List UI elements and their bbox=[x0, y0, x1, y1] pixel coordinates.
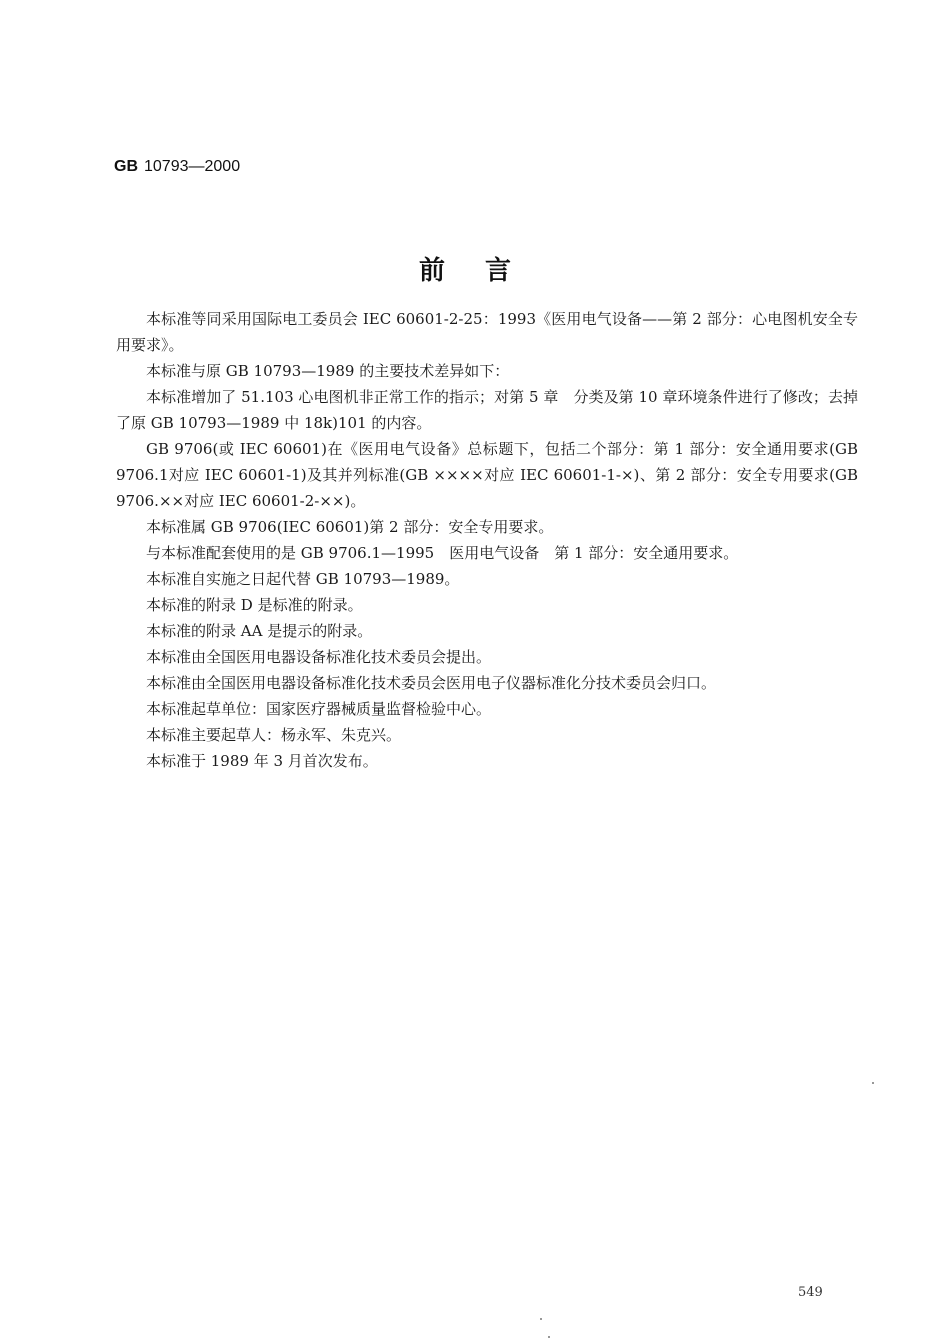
foreword-body bbox=[116, 306, 858, 774]
paragraph: 与本标准配套使用的是 GB 9706.1—1995 医用电气设备 第 1 部分：安全通用要求。 bbox=[146, 544, 739, 562]
paragraph: 本标准由全国医用电器设备标准化技术委员会医用电子仪器标准化分技术委员会归口。 bbox=[146, 674, 717, 692]
paragraph: 本标准主要起草人：杨永军、朱克兴。 bbox=[146, 726, 402, 744]
standard-prefix: GB bbox=[114, 158, 138, 175]
paragraph: 本标准属 GB 9706(IEC 60601)第 2 部分：安全专用要求。 bbox=[146, 518, 554, 536]
paragraph: 本标准增加了 51.103 心电图机非正常工作的指示；对第 5 章 分类及第 10 章环境条件进行了修改；去掉了原 GB 10793—1989 中 18k)101 的内容。 bbox=[116, 388, 858, 432]
paragraph: 本标准由全国医用电器设备标准化技术委员会提出。 bbox=[146, 648, 492, 666]
page-title: 前言 bbox=[418, 256, 551, 286]
paragraph: 本标准与原 GB 10793—1989 的主要技术差异如下： bbox=[146, 362, 510, 380]
scan-speck bbox=[540, 1318, 542, 1320]
paragraph: 本标准的附录 AA 是提示的附录。 bbox=[146, 622, 373, 640]
document-header bbox=[114, 158, 240, 176]
paragraph: 本标准起草单位：国家医疗器械质量监督检验中心。 bbox=[146, 700, 492, 718]
scan-speck bbox=[872, 1082, 874, 1084]
paragraph: 本标准自实施之日起代替 GB 10793—1989。 bbox=[146, 570, 460, 588]
paragraph: 本标准的附录 D 是标准的附录。 bbox=[146, 596, 363, 614]
standard-number: 10793—2000 bbox=[144, 158, 241, 175]
paragraph: 本标准等同采用国际电工委员会 IEC 60601-2-25：1993《医用电气设备——第 2 部分：心电图机安全专用要求》。 bbox=[116, 310, 858, 354]
paragraph: 本标准于 1989 年 3 月首次发布。 bbox=[146, 752, 378, 770]
paragraph: GB 9706(或 IEC 60601)在《医用电气设备》总标题下，包括二个部分：第 1 部分：安全通用要求(GB 9706.1对应 IEC 60601-1)及其并列标准(GB ××××对应 IEC 60601-1-×)、第 2 部分：安全专用要求(GB 9706.××对应 IEC 60601-2-××)。 bbox=[116, 440, 858, 510]
scan-speck bbox=[548, 1336, 550, 1338]
page-number: 549 bbox=[798, 1285, 823, 1300]
